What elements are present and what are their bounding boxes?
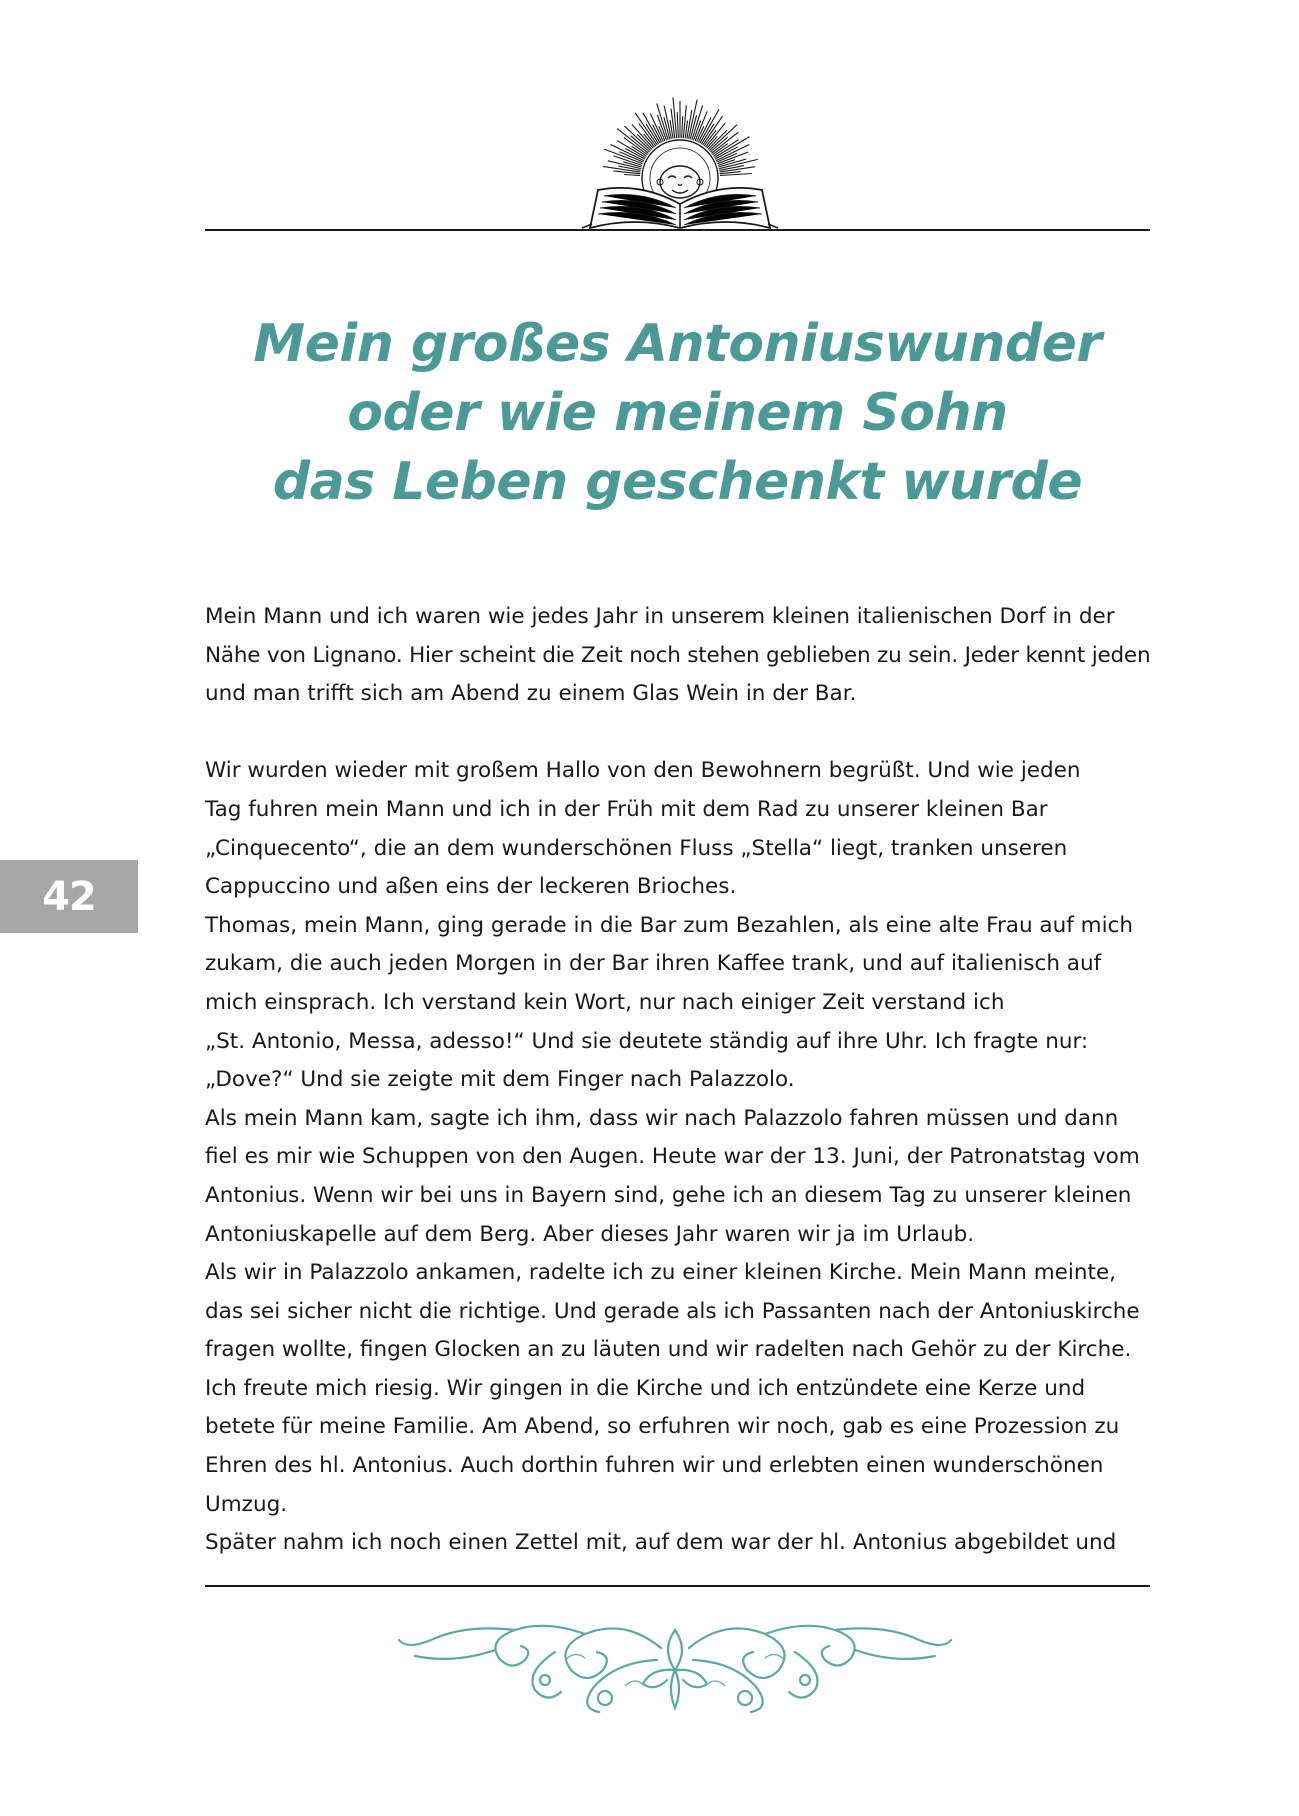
text-line: fragen wollte, fingen Glocken an zu läuten und wir radelten nach Gehör zu der Kirche.	[205, 1337, 1132, 1363]
text-line: Ich freute mich riesig. Wir gingen in die Kirche und ich entzündete eine Kerze und	[205, 1375, 1086, 1401]
text-line: Später nahm ich noch einen Zettel mit, auf dem war der hl. Antonius abgebildet und	[205, 1530, 1117, 1556]
chapter-title-line: das Leben geschenkt wurde	[272, 452, 1083, 512]
header-rule	[205, 229, 1150, 231]
text-line: Ehren des hl. Antonius. Auch dorthin fuhren wir und erlebten einen wunderschönen	[205, 1453, 1104, 1479]
text-line: Umzug.	[205, 1491, 288, 1517]
scroll-flourish-ornament-icon	[395, 1600, 955, 1720]
text-line: betete für meine Familie. Am Abend, so erfuhren wir noch, gab es eine Prozession zu	[205, 1414, 1120, 1440]
chapter-title	[205, 310, 1150, 517]
text-line: „Cinquecento“, die an dem wunderschönen Fluss „Stella“ liegt, tranken unseren	[205, 835, 1068, 861]
text-line: Antonius. Wenn wir bei uns in Bayern sind, gehe ich an diesem Tag zu unserer kleinen	[205, 1182, 1132, 1208]
text-line: Cappuccino und aßen eins der leckeren Brioches.	[205, 874, 737, 900]
text-line: Mein Mann und ich waren wie jedes Jahr in unserem kleinen italienischen Dorf in der	[205, 604, 1115, 629]
text-line: „Dove?“ Und sie zeigte mit dem Finger nach Palazzolo.	[205, 1067, 795, 1093]
text-line: Wir wurden wieder mit großem Hallo von den Bewohnern begrüßt. Und wie jeden	[205, 758, 1081, 784]
paragraph	[205, 598, 1150, 714]
body-text	[205, 598, 1150, 1563]
text-line: Nähe von Lignano. Hier scheint die Zeit noch stehen geblieben zu sein. Jeder kennt jeden	[205, 642, 1151, 668]
text-line: mich einsprach. Ich verstand kein Wort, nur nach einiger Zeit verstand ich	[205, 989, 1005, 1015]
text-line: Als wir in Palazzolo ankamen, radelte ich zu einer kleinen Kirche. Mein Mann meinte,	[205, 1260, 1116, 1286]
footer-rule	[205, 1585, 1150, 1587]
page-number: 42	[42, 873, 96, 920]
chapter-title-line: Mein großes Antoniuswunder	[253, 314, 1102, 374]
text-line: fiel es mir wie Schuppen von den Augen. Heute war der 13. Juni, der Patronatstag vom	[205, 1144, 1140, 1170]
text-line: Antoniuskapelle auf dem Berg. Aber dieses Jahr waren wir ja im Urlaub.	[205, 1221, 975, 1247]
text-line: zukam, die auch jeden Morgen in der Bar ihren Kaffee trank, und auf italienisch auf	[205, 951, 1102, 977]
chapter-title-line: oder wie meinem Sohn	[347, 383, 1008, 443]
page-number-tab	[0, 860, 138, 933]
text-line: „St. Antonio, Messa, adesso!“ Und sie deutete ständig auf ihre Uhr. Ich fragte nur:	[205, 1028, 1089, 1054]
text-line: Tag fuhren mein Mann und ich in der Früh mit dem Rad zu unserer kleinen Bar	[205, 796, 1048, 822]
paragraph-gap	[205, 714, 1150, 753]
text-line: das sei sicher nicht die richtige. Und gerade als ich Passanten nach der Antoniuskirche	[205, 1298, 1140, 1324]
paragraph	[205, 752, 1150, 1562]
sun-with-face-reading-book-icon	[570, 78, 790, 230]
text-line: Thomas, mein Mann, ging gerade in die Bar zum Bezahlen, als eine alte Frau auf mich	[205, 912, 1134, 938]
text-line: und man trifft sich am Abend zu einem Glas Wein in der Bar.	[205, 681, 857, 707]
text-line: Als mein Mann kam, sagte ich ihm, dass wir nach Palazzolo fahren müssen und dann	[205, 1105, 1119, 1131]
